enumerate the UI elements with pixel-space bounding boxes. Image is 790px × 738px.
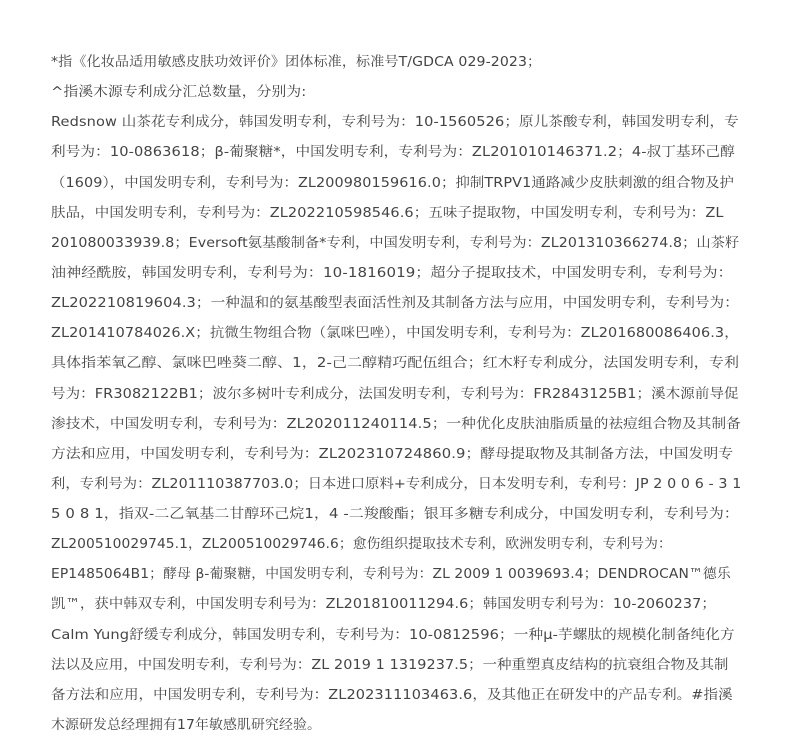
patent-text-line-8: 油神经酰胺，韩国发明专利，专利号为：10-1816019；超分子提取技术，中国发明专利，专利号为： xyxy=(51,264,733,281)
patent-text-line-15: 利，专利号为：ZL201110387703.0；日本进口原料+专利成分，日本发明专利，专利号：JP 2 0 0 6 - 3 1 xyxy=(51,475,742,492)
patent-text-line-9: ZL202210819604.3；一种温和的氨基酸型表面活性剂及其制备方法与应用，中国发明专利，专利号为： xyxy=(51,295,739,312)
patent-text-line-20: Calm Yung舒缓专利成分，韩国发明专利，专利号为：10-0812596；一种μ-芋螺肽的规模化制备纯化方 xyxy=(51,626,735,643)
patent-text-line-6: 肤品，中国发明专利，专利号为：ZL202210598546.6；五味子提取物，中国发明专利，专利号为：ZL xyxy=(51,204,724,221)
patent-text-line-10: ZL201410784026.X；抗微生物组合物（氯咪巴唑），中国发明专利，专利号为：ZL201680086406.3， xyxy=(51,325,739,342)
patent-text-line-12: 号为：FR3082122B1；波尔多树叶专利成分，法国发明专利，专利号为：FR2843125B1；溪木源前导促 xyxy=(51,385,739,402)
patent-text-line-4: 利号为：10-0863618；β-葡聚糖*，中国发明专利，专利号为：ZL201010146371.2；4-叔丁基环己醇 xyxy=(51,144,735,161)
patent-text-line-18: EP1485064B1；酵母 β-葡聚糖，中国发明专利，专利号为：ZL 2009 1 0039693.4；DENDROCAN™德乐 xyxy=(51,566,731,583)
patent-text-line-22: 备方法和应用，中国发明专利，专利号为：ZL202311103463.6，及其他正在研发中的产品专利。#指溪 xyxy=(51,686,733,703)
patent-text-line-16: 5 0 8 1，指双-二乙氧基二甘醇环己烷1，4 -二羧酸酯；银耳多糖专利成分，中国发明专利，专利号为： xyxy=(51,506,739,523)
footnote-line-1: *指《化妆品适用敏感皮肤功效评价》团体标准，标准号T/GDCA 029-2023； xyxy=(51,54,542,70)
patent-text-line-13: 渗技术，中国发明专利，专利号为：ZL202011240114.5；一种优化皮肤油脂质量的祛痘组合物及其制备 xyxy=(51,415,741,432)
patent-text-line-23: 木源研发总经理拥有17年敏感肌研究经验。 xyxy=(51,717,321,733)
footnote-line-2: ^指溪木源专利成分汇总数量，分别为: xyxy=(51,84,307,101)
patent-text-line-5: （1609），中国发明专利，专利号为：ZL200980159616.0；抑制TRPV1通路减少皮肤刺激的组合物及护 xyxy=(51,174,735,191)
patent-text-line-3: Redsnow 山茶花专利成分，韩国发明专利，专利号为：10-1560526；原儿茶酸专利，韩国发明专利，专 xyxy=(51,114,739,131)
patent-text-line-17: ZL200510029745.1，ZL200510029746.6；愈伤组织提取技术专利，欧洲发明专利，专利号为： xyxy=(51,536,672,553)
patent-text-line-7: 201080033939.8；Eversoft氨基酸制备*专利，中国发明专利，专利号为：ZL201310366274.8；山茶籽 xyxy=(51,234,740,251)
patent-text-line-19: 凯™，获中韩双专利，中国发明专利号为：ZL201810011294.6；韩国发明专利号为：10-2060237； xyxy=(51,596,716,613)
patent-text-line-11: 具体指苯氧乙醇、氯咪巴唑葵二醇、1，2-己二醇精巧配伍组合；红木籽专利成分，法国发明专利，专利 xyxy=(51,355,740,372)
patent-text-line-21: 法以及应用，中国发明专利，专利号为：ZL 2019 1 1319237.5；一种重塑真皮结构的抗衰组合物及其制 xyxy=(51,656,729,673)
patent-text-line-14: 方法和应用，中国发明专利，专利号为：ZL202310724860.9；酵母提取物及其制备方法，中国发明专 xyxy=(51,445,734,462)
